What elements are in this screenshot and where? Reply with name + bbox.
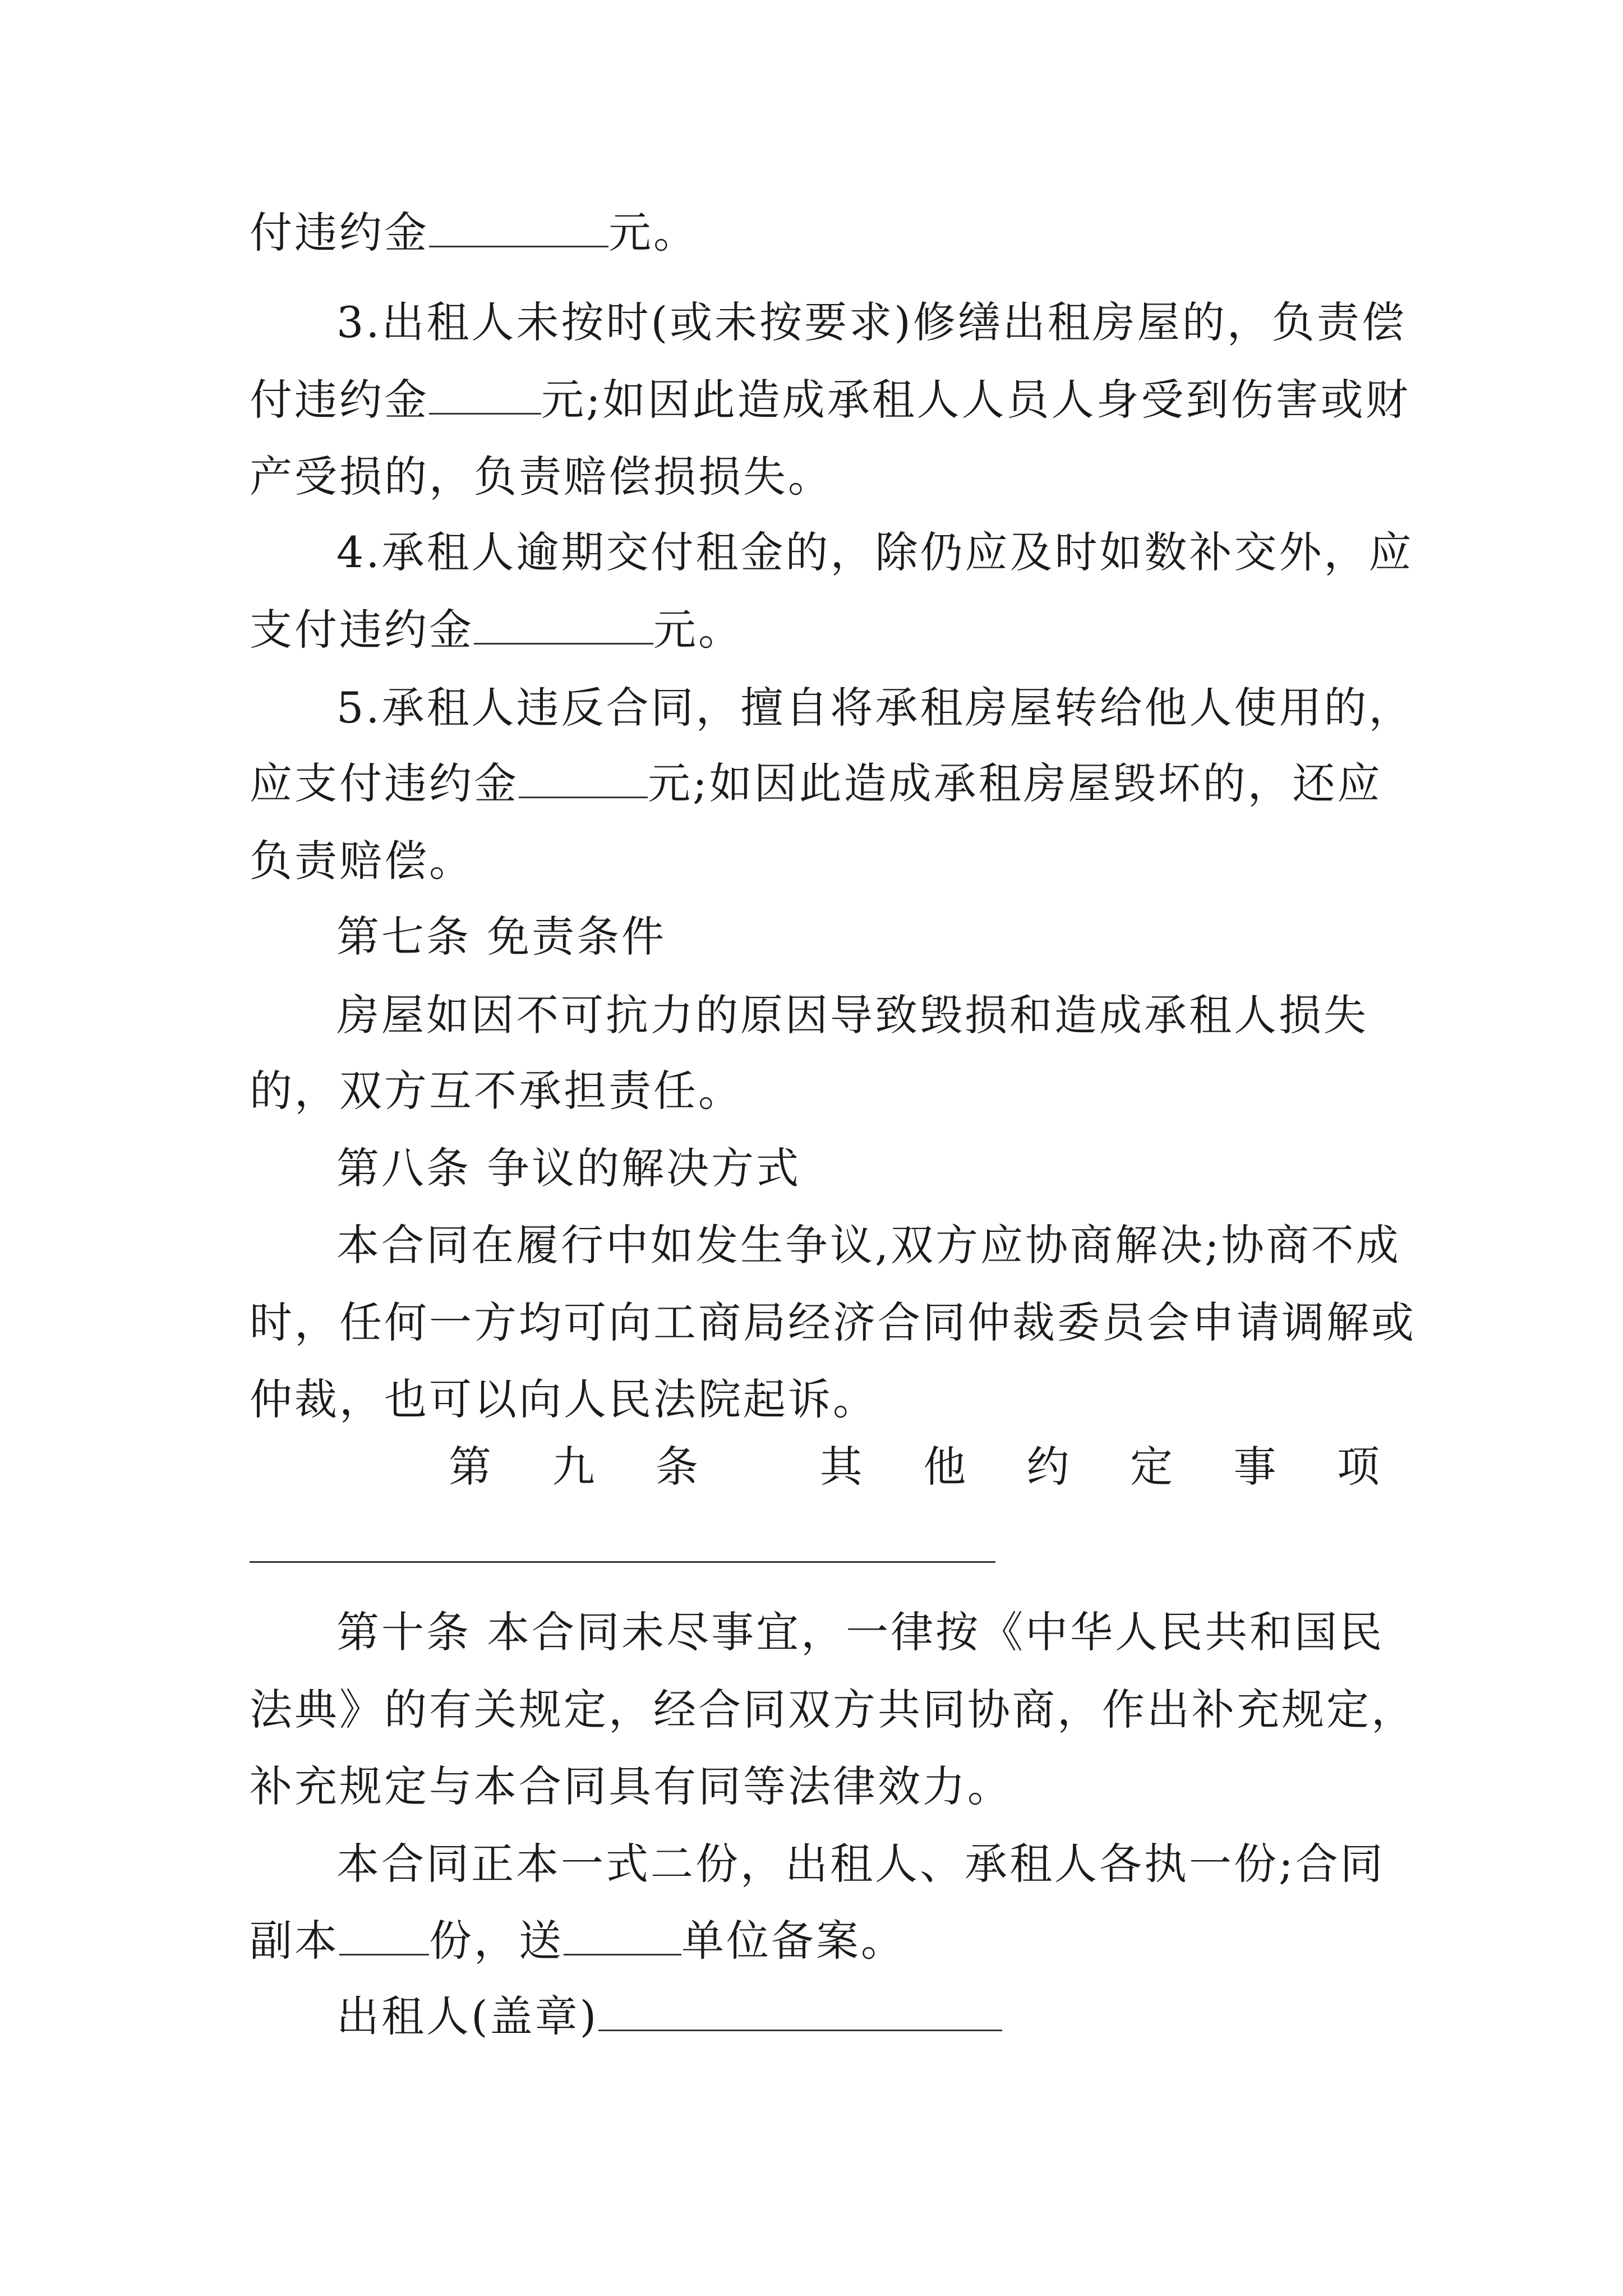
text-segment: 元。	[608, 208, 698, 257]
text-segment: 支付违约金	[250, 605, 474, 655]
text-segment: 应支付违约金	[250, 758, 519, 808]
section-heading: 第八条 争议的解决方式	[336, 1143, 801, 1193]
text-line: 本合同正本一式二份，出租人、承租人各执一份;合同	[336, 1839, 1385, 1889]
text-line	[250, 372, 1410, 428]
text-line	[250, 1913, 906, 1969]
text-line: 5.承租人违反合同，擅自将承租房屋转给他人使用的，	[336, 683, 1414, 733]
fill-in-blank	[429, 374, 541, 415]
heading-char: 项	[1336, 1442, 1380, 1492]
text-line: 的，双方互不承担责任。	[250, 1066, 743, 1116]
text-line: 法典》的有关规定，经合同双方共同协商，作出补充规定，	[250, 1685, 1416, 1734]
text-line: 4.承租人逾期交付租金的，除仍应及时如数补交外，应	[336, 527, 1414, 577]
text-segment: 元;如因此造成承租房屋毁坏的，还应	[648, 758, 1382, 808]
fill-in-blank	[519, 757, 648, 798]
text-line: 3.出租人未按时(或未按要求)修缮出租房屋的，负责偿	[336, 297, 1407, 347]
heading-char: 他	[923, 1442, 966, 1492]
text-segment: 元;如因此造成承租人人员人身受到伤害或财	[541, 375, 1410, 425]
heading-char: 条	[655, 1442, 698, 1492]
text-segment: 单位备案。	[681, 1916, 906, 1966]
text-line: 仲裁，也可以向人民法院起诉。	[250, 1374, 878, 1424]
fill-in-blank	[598, 1990, 1002, 2031]
text-line	[250, 205, 698, 261]
heading-char: 定	[1130, 1442, 1173, 1492]
text-segment: 份，送	[429, 1916, 564, 1966]
section-heading: 第七条 免责条件	[336, 912, 667, 961]
fill-in-blank	[474, 604, 653, 645]
lessor-seal-label: 出租人(盖章)	[336, 1991, 599, 2041]
text-line: 本合同在履行中如发生争议,双方应协商解决;协商不成	[336, 1220, 1401, 1270]
section-heading: 第十条 本合同未尽事宜，一律按《中华人民共和国民	[336, 1607, 1385, 1657]
text-line	[250, 756, 1382, 812]
section-heading-spaced	[449, 1439, 1380, 1495]
fill-in-line	[250, 1561, 995, 1563]
text-segment: 付违约金	[250, 375, 429, 425]
heading-char: 其	[819, 1442, 863, 1492]
fill-in-blank	[339, 1915, 429, 1955]
text-line: 负责赔偿。	[250, 836, 474, 886]
text-segment: 付违约金	[250, 208, 429, 257]
text-segment: 副本	[250, 1916, 339, 1966]
fill-in-blank	[564, 1915, 681, 1955]
heading-char: 第	[449, 1442, 491, 1492]
heading-char: 事	[1233, 1442, 1276, 1492]
text-line	[250, 602, 743, 658]
heading-char: 九	[552, 1442, 595, 1492]
heading-char: 约	[1026, 1442, 1069, 1492]
text-line: 时，任何一方均可向工商局经济合同仲裁委员会申请调解或	[250, 1297, 1416, 1347]
text-line: 产受损的，负责赔偿损损失。	[250, 452, 833, 501]
signature-line	[336, 1989, 1002, 2045]
text-segment: 元。	[653, 605, 743, 655]
fill-in-blank	[429, 206, 608, 247]
text-line: 补充规定与本合同具有同等法律效力。	[250, 1761, 1012, 1811]
text-line: 房屋如因不可抗力的原因导致毁损和造成承租人损失	[336, 990, 1368, 1040]
